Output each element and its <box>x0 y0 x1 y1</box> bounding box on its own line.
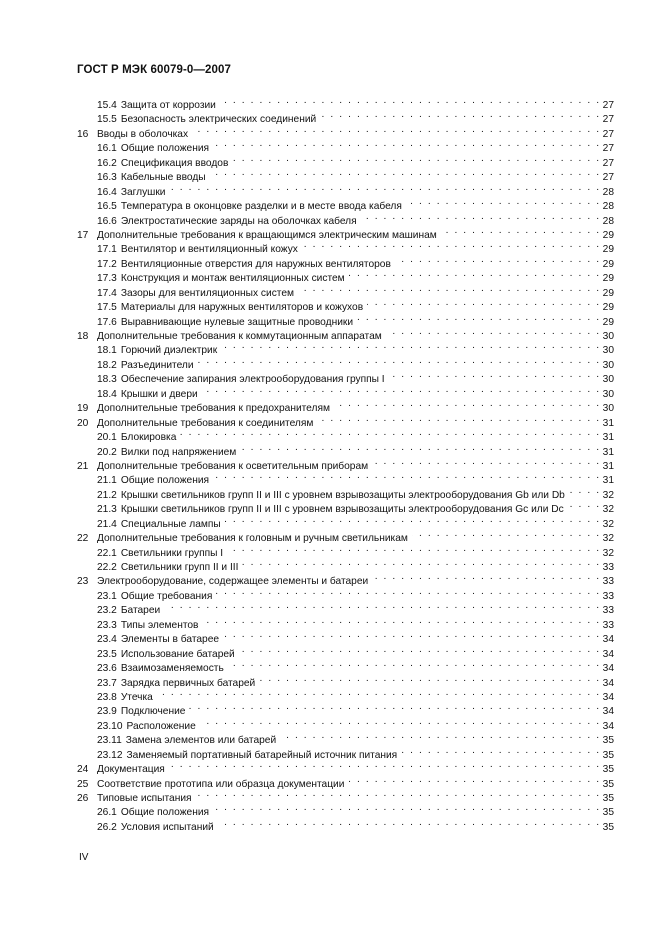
toc-entry-title: Кабельные вводы <box>120 172 206 184</box>
toc-leader-dots <box>221 339 600 353</box>
toc-entry-page: 30 <box>602 374 614 386</box>
toc-entry-number: 23.11 <box>97 735 122 747</box>
toc-entry-page: 30 <box>602 331 614 342</box>
toc-entry-number: 22 <box>77 533 89 545</box>
toc-entry-title: Заменяемый портативный батарейный источник питания <box>126 749 398 761</box>
toc-leader-dots <box>228 657 601 671</box>
toc-leader-dots <box>386 325 601 339</box>
toc-entry-number: 17.3 <box>97 273 117 285</box>
toc-entry-number: 17 <box>77 229 89 241</box>
toc-leader-dots <box>213 801 601 815</box>
toc-entry-page: 29 <box>602 302 614 314</box>
toc-entry-title: Дополнительные требования к коммутационным аппаратам <box>97 331 382 342</box>
toc-entry-number: 17.4 <box>97 287 117 299</box>
toc-entry-page: 34 <box>602 648 614 660</box>
toc-entry-title: Крышки светильников групп II и III с уровнем взрывозащиты электрооборудования Gc или Dc <box>120 504 564 516</box>
toc-entry-number: 20.1 <box>97 432 117 444</box>
toc-entry-page: 34 <box>602 634 614 646</box>
toc-entry-title: Общие положения <box>120 807 210 819</box>
toc-leader-dots <box>213 469 601 483</box>
toc-entry-page: 32 <box>602 504 614 516</box>
toc-leader-dots <box>202 614 600 628</box>
toc-entry-page: 31 <box>602 432 614 444</box>
toc-entry-number: 21.3 <box>97 504 117 516</box>
table-of-contents <box>77 94 614 833</box>
toc-entry-title: Электростатические заряды на оболочках кабеля <box>120 215 357 227</box>
toc-entry-title: Спецификация вводов <box>120 157 229 169</box>
toc-leader-dots <box>213 137 601 151</box>
toc-entry-number: 21 <box>77 460 89 472</box>
toc-entry-number: 18 <box>77 331 89 342</box>
toc-entry-page: 34 <box>602 663 614 675</box>
toc-leader-dots <box>568 498 601 512</box>
toc-leader-dots <box>401 744 600 758</box>
toc-entry-title: Крышки и двери <box>120 388 198 400</box>
toc-leader-dots <box>200 715 601 729</box>
toc-entry-page: 31 <box>602 446 614 458</box>
toc-entry-page: 35 <box>602 807 614 819</box>
toc-entry-page: 33 <box>602 590 614 602</box>
toc-entry-page: 35 <box>602 764 614 776</box>
toc-entry-page: 28 <box>602 215 614 227</box>
toc-leader-dots <box>210 166 601 180</box>
toc-entry-page: 30 <box>602 388 614 400</box>
toc-entry[interactable] <box>77 94 614 111</box>
toc-entry-title: Общие требования <box>120 590 213 602</box>
toc-entry-number: 16.1 <box>97 143 117 155</box>
toc-entry-number: 18.4 <box>97 388 117 400</box>
toc-entry-title: Элементы в батарее <box>120 634 220 646</box>
toc-entry-number: 22.1 <box>97 547 117 559</box>
toc-entry-page: 29 <box>602 316 614 328</box>
toc-entry-title: Общие положения <box>120 475 210 487</box>
toc-entry-page: 33 <box>602 605 614 617</box>
toc-leader-dots <box>198 354 601 368</box>
toc-entry-number: 22.2 <box>97 562 117 573</box>
toc-entry-page: 34 <box>602 706 614 718</box>
toc-entry-number: 23.1 <box>97 590 117 602</box>
toc-leader-dots <box>334 397 601 411</box>
toc-entry-number: 21.4 <box>97 518 117 530</box>
toc-entry-page: 35 <box>602 735 614 747</box>
toc-entry-page: 33 <box>602 562 614 573</box>
toc-entry-number: 21.1 <box>97 475 117 487</box>
toc-entry-number: 23.4 <box>97 634 117 646</box>
toc-entry-number: 16.6 <box>97 215 117 227</box>
toc-leader-dots <box>180 426 600 440</box>
toc-entry-number: 23.3 <box>97 619 117 631</box>
toc-entry-number: 26 <box>77 793 89 804</box>
toc-entry-number: 18.1 <box>97 345 117 357</box>
toc-entry-page: 35 <box>602 778 614 790</box>
toc-leader-dots <box>218 816 601 830</box>
toc-entry-number: 17.6 <box>97 316 117 328</box>
toc-leader-dots <box>412 527 601 541</box>
toc-entry-page: 32 <box>602 518 614 530</box>
toc-entry-title: Горючий диэлектрик <box>120 345 218 357</box>
toc-leader-dots <box>395 253 601 267</box>
toc-entry-page: 29 <box>602 229 614 241</box>
toc-entry-number: 23.2 <box>97 605 117 617</box>
toc-entry-title: Заглушки <box>120 186 166 198</box>
toc-leader-dots <box>232 152 600 166</box>
toc-entry-title: Документация <box>97 764 165 776</box>
toc-entry-number: 17.1 <box>97 244 117 256</box>
toc-entry-page: 31 <box>602 417 614 429</box>
toc-entry-page: 33 <box>602 619 614 631</box>
toc-leader-dots <box>189 700 600 714</box>
toc-entry-title: Расположение <box>126 720 196 732</box>
toc-entry-page: 27 <box>602 128 614 140</box>
toc-entry-title: Батареи <box>120 605 161 617</box>
toc-leader-dots <box>317 412 600 426</box>
toc-entry-page: 27 <box>602 157 614 169</box>
toc-entry-page: 29 <box>602 287 614 299</box>
toc-entry-number: 26.1 <box>97 807 117 819</box>
toc-entry-title: Выравнивающие нулевые защитные проводники <box>120 316 354 328</box>
toc-entry-page: 32 <box>602 533 614 545</box>
toc-leader-dots <box>389 368 601 382</box>
toc-entry-title: Безопасность электрических соединений <box>120 114 317 126</box>
toc-entry-page: 27 <box>602 114 614 126</box>
toc-entry-page: 31 <box>602 460 614 472</box>
toc-entry-number: 19 <box>77 403 89 415</box>
toc-entry-number: 17.2 <box>97 258 117 270</box>
toc-entry-title: Дополнительные требования к осветительным приборам <box>97 460 369 472</box>
toc-leader-dots <box>357 311 601 325</box>
toc-entry-number: 15.4 <box>97 100 117 111</box>
toc-leader-dots <box>242 556 600 570</box>
toc-entry-page: 29 <box>602 258 614 270</box>
toc-leader-dots <box>259 672 600 686</box>
toc-entry-title: Зарядка первичных батарей <box>120 677 256 689</box>
toc-entry-title: Температура в оконцовке разделки и в месте ввода кабеля <box>120 201 402 213</box>
toc-entry-title: Материалы для наружных вентиляторов и кожухов <box>120 302 364 314</box>
toc-entry-page: 34 <box>602 720 614 732</box>
toc-entry-number: 24 <box>77 764 89 776</box>
toc-entry-page: 30 <box>602 359 614 371</box>
toc-entry-title: Типовые испытания <box>97 793 192 804</box>
toc-leader-dots <box>225 513 601 527</box>
toc-entry-title: Дополнительные требования к головным и ручным светильникам <box>97 533 408 545</box>
toc-entry-title: Утечка <box>120 691 153 703</box>
toc-entry-page: 27 <box>602 100 614 111</box>
toc-entry-title: Замена элементов или батарей <box>125 735 277 747</box>
toc-entry-page: 32 <box>602 547 614 559</box>
toc-entry-title: Взаимозаменяемость <box>120 663 224 675</box>
toc-entry-title: Блокировка <box>120 432 177 444</box>
toc-leader-dots <box>202 383 601 397</box>
toc-leader-dots <box>361 210 601 224</box>
toc-entry-page: 35 <box>602 821 614 833</box>
toc-entry-title: Общие положения <box>120 143 210 155</box>
toc-entry-title: Электрооборудование, содержащее элементы и батареи <box>97 576 369 588</box>
toc-entry-number: 18.3 <box>97 374 117 386</box>
toc-entry-number: 23.8 <box>97 691 117 703</box>
toc-entry-title: Вентиляционные отверстия для наружных вентиляторов <box>120 258 391 270</box>
toc-entry-page: 34 <box>602 691 614 703</box>
toc-entry-title: Обеспечение запирания электрооборудования группы I <box>120 374 385 386</box>
toc-entry-page: 28 <box>602 186 614 198</box>
toc-leader-dots <box>298 282 601 296</box>
toc-entry-page: 35 <box>602 749 614 761</box>
toc-entry-number: 15.5 <box>97 114 117 126</box>
toc-entry-number: 23 <box>77 576 89 588</box>
toc-leader-dots <box>220 94 601 108</box>
toc-entry-title: Дополнительные требования к соединителям <box>97 417 314 429</box>
toc-entry-number: 20 <box>77 417 89 429</box>
toc-entry-title: Разъединители <box>120 359 194 371</box>
toc-entry-number: 23.12 <box>97 749 123 761</box>
toc-entry-page: 35 <box>602 793 614 804</box>
toc-entry-page: 27 <box>602 172 614 184</box>
toc-entry-page: 29 <box>602 273 614 285</box>
toc-entry-title: Зазоры для вентиляционных систем <box>120 287 295 299</box>
toc-leader-dots <box>169 758 601 772</box>
toc-leader-dots <box>372 570 600 584</box>
toc-leader-dots <box>367 296 601 310</box>
toc-leader-dots <box>216 585 600 599</box>
toc-leader-dots <box>239 643 601 657</box>
toc-entry-title: Вводы в оболочках <box>97 128 189 140</box>
toc-entry-number: 16.2 <box>97 157 117 169</box>
toc-leader-dots <box>170 181 601 195</box>
toc-entry-number: 23.9 <box>97 706 117 718</box>
toc-entry-title: Конструкция и монтаж вентиляционных систем <box>120 273 345 285</box>
toc-leader-dots <box>348 773 600 787</box>
toc-entry-page: 28 <box>602 201 614 213</box>
toc-entry-number: 17.5 <box>97 302 117 314</box>
toc-entry-page: 32 <box>602 489 614 501</box>
document-header: ГОСТ Р МЭК 60079-0—2007 <box>77 64 231 76</box>
toc-entry-page: 29 <box>602 244 614 256</box>
toc-entry-title: Вентилятор и вентиляционный кожух <box>120 244 298 256</box>
toc-leader-dots <box>280 729 601 743</box>
toc-entry-number: 23.7 <box>97 677 117 689</box>
toc-entry-page: 33 <box>602 576 614 588</box>
toc-leader-dots <box>164 599 600 613</box>
toc-leader-dots <box>227 542 601 556</box>
toc-entry-page: 30 <box>602 403 614 415</box>
toc-entry-number: 23.10 <box>97 720 123 732</box>
toc-entry-title: Крышки светильников групп II и III с уровнем взрывозащиты электрооборудования Gb или Db <box>120 489 565 501</box>
toc-leader-dots <box>302 238 601 252</box>
toc-leader-dots <box>223 628 601 642</box>
toc-entry-number: 23.6 <box>97 663 117 675</box>
toc-entry-page: 31 <box>602 475 614 487</box>
toc-entry-number: 26.2 <box>97 821 117 833</box>
toc-leader-dots <box>157 686 601 700</box>
toc-leader-dots <box>441 224 601 238</box>
toc-entry-page: 34 <box>602 677 614 689</box>
toc-leader-dots <box>320 108 600 122</box>
toc-entry-number: 16.5 <box>97 201 117 213</box>
toc-entry-title: Специальные лампы <box>120 518 221 530</box>
toc-entry-title: Вилки под напряжением <box>120 446 237 458</box>
toc-entry-number: 16.4 <box>97 186 117 198</box>
toc-entry-title: Светильники группы I <box>120 547 224 559</box>
toc-leader-dots <box>349 267 601 281</box>
toc-entry-number: 25 <box>77 778 89 790</box>
toc-leader-dots <box>569 484 601 498</box>
toc-entry-title: Условия испытаний <box>120 821 214 833</box>
toc-entry-number: 23.5 <box>97 648 117 660</box>
toc-entry[interactable] <box>77 686 614 703</box>
toc-leader-dots <box>372 455 601 469</box>
toc-entry-title: Дополнительные требования к вращающимся электрическим машинам <box>97 229 437 241</box>
toc-entry-number: 21.2 <box>97 489 117 501</box>
toc-entry-number: 18.2 <box>97 359 117 371</box>
toc-entry-page: 27 <box>602 143 614 155</box>
toc-entry-title: Типы элементов <box>120 619 199 631</box>
toc-entry-title: Светильники групп II и III <box>120 562 239 573</box>
toc-entry-number: 16 <box>77 128 89 140</box>
toc-entry-number: 16.3 <box>97 172 117 184</box>
page-number: IV <box>79 852 89 863</box>
toc-entry[interactable] <box>77 700 614 718</box>
toc-entry-number: 20.2 <box>97 446 117 458</box>
toc-leader-dots <box>240 441 600 455</box>
toc-entry-title: Защита от коррозии <box>120 100 216 111</box>
toc-entry-title: Дополнительные требования к предохранителям <box>97 403 330 415</box>
toc-entry-page: 30 <box>602 345 614 357</box>
toc-leader-dots <box>406 195 601 209</box>
toc-entry-title: Подключение <box>120 706 186 718</box>
toc-leader-dots <box>196 787 601 801</box>
toc-leader-dots <box>192 123 601 137</box>
toc-entry-title: Использование батарей <box>120 648 235 660</box>
toc-entry-title: Соответствие прототипа или образца документации <box>97 778 345 790</box>
